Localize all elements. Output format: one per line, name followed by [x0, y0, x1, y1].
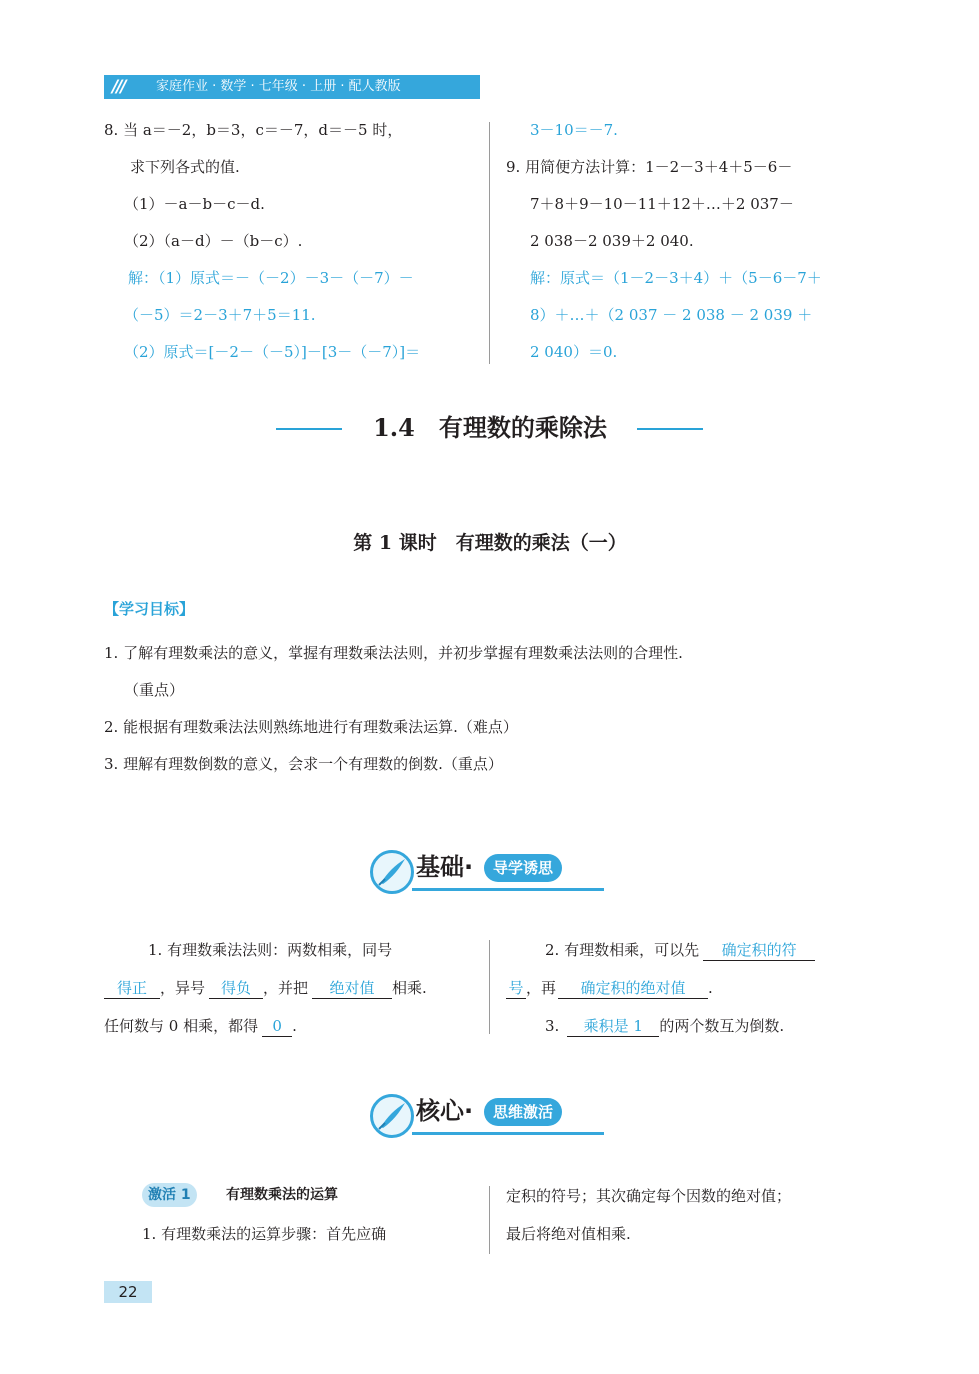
basics-text-period: .: [292, 1017, 297, 1035]
blank-same-sign: 得正: [104, 978, 160, 999]
blank-product-abs: 确定积的绝对值: [558, 978, 708, 999]
basics-text-multiply: 相乘.: [392, 979, 427, 997]
basics-text-and: ，并把: [263, 979, 309, 997]
q8-answer-line2: （－5）＝2－3＋7＋5＝11.: [124, 306, 316, 324]
section-title-rule-right: [637, 428, 703, 430]
badge-core-underline: [412, 1132, 604, 1135]
blank-opposite-sign: 得负: [209, 978, 263, 999]
badge-core-main: 核心·: [416, 1097, 474, 1125]
basics-3-num: 3.: [545, 1017, 560, 1035]
header-title: 家庭作业 · 数学 · 七年级 · 上册 · 配人教版: [156, 79, 401, 94]
q8-line1: 8. 当 a＝－2，b＝3，c＝－7，d＝－5 时，: [104, 121, 403, 139]
section-title: 1.4 有理数的乘除法: [373, 413, 607, 442]
page-number: 22: [104, 1281, 152, 1303]
q9-answer-line3: 2 040）＝0.: [530, 343, 618, 361]
basics-3-line: [545, 1016, 784, 1037]
q8-part2: （2）（a－d）－（b－c）.: [124, 232, 303, 250]
blank-product-one: 乘积是 1: [567, 1016, 659, 1037]
basics-1-line1: 1. 有理数乘法法则：两数相乘，同号: [148, 941, 393, 959]
basics-3-text: 的两个数互为倒数.: [659, 1017, 785, 1035]
activation-tag: 激活 1: [142, 1183, 197, 1207]
basics-divider: [489, 940, 490, 1034]
q9-line1: 9. 用简便方法计算：1－2－3＋4＋5－6－: [506, 158, 793, 176]
q8-answer-continued: 3－10＝－7.: [530, 121, 618, 139]
activation-divider: [489, 1186, 490, 1254]
q9-line2: 7＋8＋9－10－11＋12＋…＋2 037－: [530, 195, 794, 213]
basics-2-text: 2. 有理数相乘，可以先: [545, 941, 700, 959]
goal-3: 3. 理解有理数倒数的意义，会求一个有理数的倒数.（重点）: [104, 755, 503, 773]
blank-absolute-value: 绝对值: [312, 978, 392, 999]
badge-core: [370, 1080, 610, 1140]
basics-1-line2: [104, 978, 427, 999]
basics-text-opposite: ，异号: [160, 979, 206, 997]
q9-answer-line1: 解：原式＝（1－2－3＋4）＋（5－6－7＋: [530, 269, 822, 287]
goal-2: 2. 能根据有理数乘法法则熟练地进行有理数乘法运算.（难点）: [104, 718, 518, 736]
basics-1-line3: [104, 1016, 297, 1037]
column-divider: [489, 122, 490, 364]
goal-1-line1: 1. 了解有理数乘法的意义，掌握有理数乘法法则，并初步掌握有理数乘法法则的合理性.: [104, 644, 683, 662]
q8-part1: （1）－a－b－c－d.: [124, 195, 265, 213]
q8-answer-line3: （2）原式＝[－2－（－5）]－[3－（－7）]＝: [124, 343, 421, 361]
goal-1-line2: （重点）: [124, 681, 185, 699]
badge-basics: [370, 836, 610, 896]
basics-text-zero: 任何数与 0 相乘，都得: [104, 1017, 259, 1035]
activation-right-line1: 定积的符号；其次确定每个因数的绝对值；: [506, 1187, 792, 1205]
basics-2-then: ，再: [526, 979, 557, 997]
activation-left-line: 1. 有理数乘法的运算步骤：首先应确: [142, 1225, 387, 1243]
badge-core-sub: 思维激活: [484, 1098, 562, 1126]
blank-zero: 0: [262, 1016, 292, 1037]
header-slashes: ///: [112, 77, 125, 97]
blank-sign-part2: 号: [506, 978, 526, 999]
quill-icon: [370, 850, 414, 894]
basics-2-line2: [506, 978, 713, 999]
q8-line2: 求下列各式的值.: [130, 158, 240, 176]
q9-line3: 2 038－2 039＋2 040.: [530, 232, 694, 250]
badge-basics-main: 基础·: [416, 853, 474, 881]
badge-basics-underline: [412, 888, 604, 891]
section-title-rule-left: [276, 428, 342, 430]
q8-answer-line1: 解：（1）原式＝－（－2）－3－（－7）－: [128, 269, 414, 287]
lesson-title: 第 1 课时 有理数的乘法（一）: [353, 532, 627, 554]
q9-answer-line2: 8）＋…＋（2 037 － 2 038 － 2 039 ＋: [530, 306, 813, 324]
quill-icon: [370, 1094, 414, 1138]
activation-right-line2: 最后将绝对值相乘.: [506, 1225, 631, 1243]
basics-2-period: .: [708, 979, 713, 997]
basics-2-line1: [545, 940, 815, 961]
page-header: [104, 75, 480, 99]
activation-title: 有理数乘法的运算: [226, 1187, 338, 1203]
blank-sign-part1: 确定积的符: [703, 940, 815, 961]
badge-basics-sub: 导学诱思: [484, 854, 562, 882]
goals-label: 【学习目标】: [104, 600, 195, 618]
